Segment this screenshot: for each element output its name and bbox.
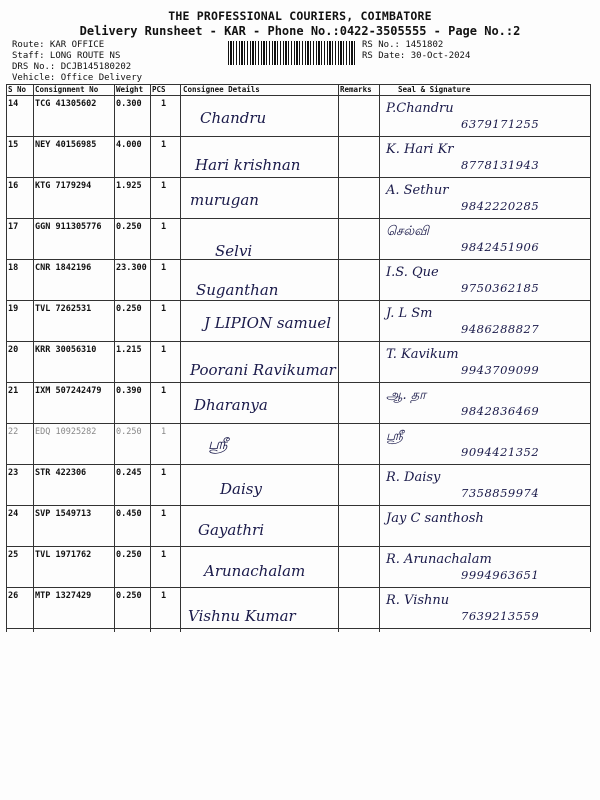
- consignment-number: CNR 1842196: [35, 263, 92, 273]
- weight-value: 23.300: [116, 263, 147, 273]
- signature: R. Daisy: [386, 470, 441, 485]
- row-divider: [6, 587, 590, 588]
- weight-value: 0.250: [116, 591, 142, 601]
- consignee-handwriting: murugan: [190, 191, 259, 209]
- consignment-number: TVL 7262531: [35, 304, 92, 314]
- signature: ஆ. தா: [386, 388, 426, 403]
- barcode: [228, 41, 356, 65]
- signature: செல்வி: [386, 224, 429, 239]
- column-divider: [150, 84, 151, 632]
- signature: P.Chandru: [386, 101, 454, 116]
- handwritten-phone: 9842451906: [461, 240, 540, 254]
- row-divider: [6, 546, 590, 547]
- row-divider: [6, 341, 590, 342]
- handwritten-phone: 9750362185: [461, 281, 540, 295]
- column-divider: [338, 84, 339, 632]
- signature: K. Hari Kr: [386, 142, 454, 157]
- route-label: Route: KAR OFFICE: [12, 40, 105, 50]
- consignee-handwriting: Poorani Ravikumar: [190, 361, 336, 379]
- handwritten-phone: 9842220285: [461, 199, 540, 213]
- runsheet-table: [6, 84, 590, 632]
- consignee-handwriting: J LIPION samuel: [204, 314, 332, 332]
- staff-label: Staff: LONG ROUTE NS: [12, 51, 121, 61]
- vehicle-label: Vehicle: Office Delivery: [12, 73, 143, 83]
- weight-value: 1.925: [116, 181, 142, 191]
- serial-number: 14: [8, 99, 19, 109]
- consignment-number: NEY 40156985: [35, 140, 97, 150]
- drs-number: DRS No.: DCJB145180202: [12, 62, 132, 72]
- handwritten-phone: 6379171255: [461, 117, 540, 131]
- row-divider: [6, 382, 590, 383]
- serial-number: 21: [8, 386, 19, 396]
- consignment-number: SVP 1549713: [35, 509, 92, 519]
- row-divider: [6, 177, 590, 178]
- column-header: Consignee Details: [183, 85, 260, 94]
- column-divider: [6, 84, 7, 632]
- signature: I.S. Que: [386, 265, 439, 280]
- row-divider: [6, 423, 590, 424]
- handwritten-phone: 9943709099: [461, 363, 540, 377]
- column-divider: [180, 84, 181, 632]
- serial-number: 24: [8, 509, 19, 519]
- consignment-number: MTP 1327429: [35, 591, 92, 601]
- column-divider: [114, 84, 115, 632]
- rs-date: RS Date: 30-Oct-2024: [362, 51, 471, 61]
- weight-value: 1.215: [116, 345, 142, 355]
- handwritten-phone: 9842836469: [461, 404, 540, 418]
- pcs-value: 1: [161, 140, 167, 150]
- serial-number: 22: [8, 427, 19, 437]
- pcs-value: 1: [161, 99, 167, 109]
- weight-value: 0.245: [116, 468, 142, 478]
- column-divider: [33, 84, 34, 632]
- handwritten-phone: 9994963651: [461, 568, 540, 582]
- pcs-value: 1: [161, 181, 167, 191]
- serial-number: 23: [8, 468, 19, 478]
- pcs-value: 1: [161, 304, 167, 314]
- consignee-handwriting: Gayathri: [198, 521, 264, 539]
- rs-number: RS No.: 1451802: [362, 40, 444, 50]
- consignee-handwriting: Arunachalam: [204, 562, 306, 580]
- weight-value: 0.300: [116, 99, 142, 109]
- weight-value: 0.250: [116, 222, 142, 232]
- serial-number: 26: [8, 591, 19, 601]
- column-header: Consignment No: [35, 85, 99, 94]
- consignment-number: TVL 1971762: [35, 550, 92, 560]
- consignment-number: GGN 911305776: [35, 222, 102, 232]
- row-divider: [6, 505, 590, 506]
- weight-value: 0.450: [116, 509, 142, 519]
- consignment-number: STR 422306: [35, 468, 87, 478]
- column-header: PCS: [152, 85, 166, 94]
- handwritten-phone: 9094421352: [461, 445, 540, 459]
- consignee-handwriting: Hari krishnan: [195, 156, 301, 174]
- serial-number: 15: [8, 140, 19, 150]
- serial-number: 20: [8, 345, 19, 355]
- consignee-handwriting: Suganthan: [196, 281, 279, 299]
- pcs-value: 1: [161, 386, 167, 396]
- signature: R. Vishnu: [386, 593, 450, 608]
- serial-number: 19: [8, 304, 19, 314]
- serial-number: 17: [8, 222, 19, 232]
- consignee-handwriting: Chandru: [200, 109, 267, 127]
- consignee-handwriting: Selvi: [215, 242, 253, 260]
- handwritten-phone: 7358859974: [461, 486, 540, 500]
- row-divider: [6, 300, 590, 301]
- row-divider: [6, 136, 590, 137]
- pcs-value: 1: [161, 591, 167, 601]
- signature: ஸ்ரீ: [386, 429, 403, 444]
- consignee-handwriting: ஸ்ரீ: [208, 435, 228, 453]
- consignment-number: IXM 507242479: [35, 386, 102, 396]
- handwritten-phone: 8778131943: [461, 158, 540, 172]
- column-header: Weight: [116, 85, 144, 94]
- company-title: THE PROFESSIONAL COURIERS, COIMBATORE: [168, 9, 432, 23]
- row-divider: [6, 218, 590, 219]
- column-divider: [590, 84, 591, 632]
- consignee-handwriting: Vishnu Kumar: [188, 607, 296, 625]
- row-divider: [6, 259, 590, 260]
- header-divider: [6, 95, 590, 96]
- pcs-value: 1: [161, 263, 167, 273]
- consignee-handwriting: Dharanya: [194, 396, 268, 414]
- consignment-number: TCG 41305602: [35, 99, 97, 109]
- weight-value: 0.250: [116, 427, 142, 437]
- pcs-value: 1: [161, 222, 167, 232]
- consignment-number: KTG 7179294: [35, 181, 92, 191]
- runsheet-title: [0, 24, 600, 38]
- serial-number: 25: [8, 550, 19, 560]
- row-divider: [6, 628, 590, 629]
- signature: T. Kavikum: [386, 347, 459, 362]
- weight-value: 0.250: [116, 304, 142, 314]
- consignment-number: KRR 30056310: [35, 345, 97, 355]
- consignee-handwriting: Daisy: [220, 480, 262, 498]
- handwritten-phone: 7639213559: [461, 609, 540, 623]
- serial-number: 18: [8, 263, 19, 273]
- serial-number: 16: [8, 181, 19, 191]
- pcs-value: 1: [161, 468, 167, 478]
- signature: A. Sethur: [386, 183, 449, 198]
- signature: R. Arunachalam: [386, 552, 492, 567]
- pcs-value: 1: [161, 345, 167, 355]
- runsheet-title-text: Delivery Runsheet - KAR - Phone No.:0422-3505555 - Page No.:2: [79, 24, 521, 38]
- signature: J. L Sm: [386, 306, 433, 321]
- column-header: S No: [8, 85, 27, 94]
- signature: Jay C santhosh: [386, 511, 484, 526]
- column-header: Remarks: [340, 85, 372, 94]
- weight-value: 4.000: [116, 140, 142, 150]
- pcs-value: 1: [161, 427, 167, 437]
- consignment-number: EDQ 10925282: [35, 427, 97, 437]
- weight-value: 0.250: [116, 550, 142, 560]
- pcs-value: 1: [161, 509, 167, 519]
- column-header: Seal & Signature: [398, 85, 471, 94]
- handwritten-phone: 9486288827: [461, 322, 540, 336]
- weight-value: 0.390: [116, 386, 142, 396]
- pcs-value: 1: [161, 550, 167, 560]
- column-divider: [379, 84, 380, 632]
- row-divider: [6, 464, 590, 465]
